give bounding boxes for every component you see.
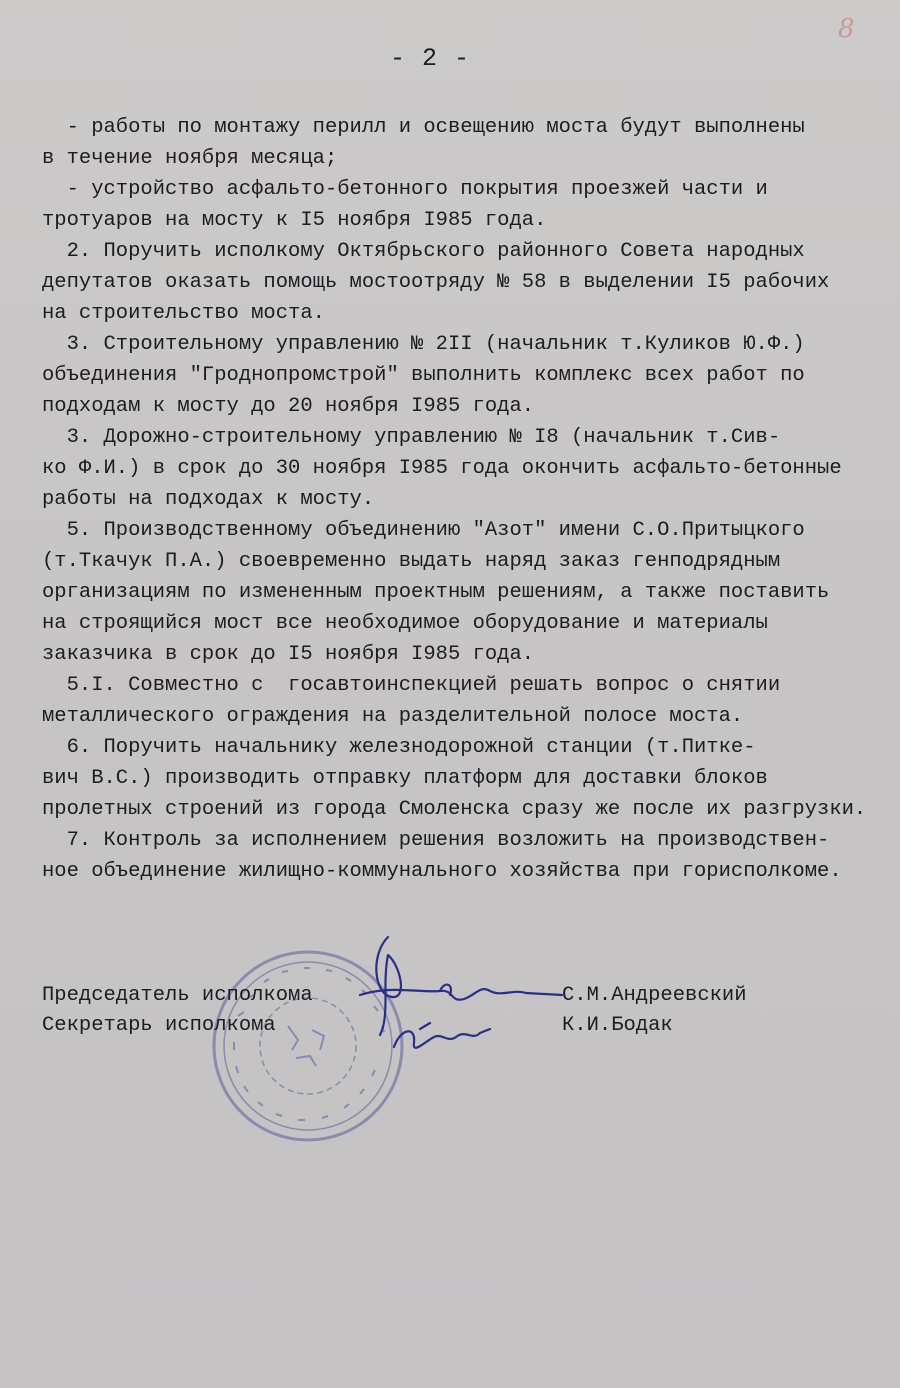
secretary-name: К.И.Бодак bbox=[562, 1014, 673, 1037]
text-line: 5.I. Совместно с госавтоинспекцией решать вопрос о снятии bbox=[42, 674, 781, 697]
text-line: работы на подходах к мосту. bbox=[42, 488, 375, 511]
text-line: металлического ограждения на разделительной полосе моста. bbox=[42, 705, 744, 728]
text-line: 5. Производственному объединению "Азот" имени С.О.Притыцкого bbox=[42, 519, 805, 542]
text-line: 3. Дорожно-строительному управлению № I8 (начальник т.Сив- bbox=[42, 426, 781, 449]
archive-sheet-number: 8 bbox=[838, 14, 855, 44]
text-line: на строительство моста. bbox=[42, 302, 325, 325]
text-line: тротуаров на мосту к I5 ноября I985 года. bbox=[42, 209, 547, 232]
text-line: 7. Контроль за исполнением решения возложить на производствен- bbox=[42, 829, 830, 852]
text-line: объединения "Гроднопромстрой" выполнить комплекс всех работ по bbox=[42, 364, 805, 387]
text-line: ное объединение жилищно-коммунального хозяйства при горисполкоме. bbox=[42, 860, 842, 883]
text-line: 6. Поручить начальнику железнодорожной станции (т.Питке- bbox=[42, 736, 756, 759]
handwritten-signatures bbox=[330, 925, 570, 1065]
text-line: - работы по монтажу перилл и освещению моста будут выполнены bbox=[42, 116, 805, 139]
text-line: - устройство асфальто-бетонного покрытия проезжей части и bbox=[42, 178, 768, 201]
text-line: заказчика в срок до I5 ноября I985 года. bbox=[42, 643, 535, 666]
text-line: организациям по измененным проектным решениям, а также поставить bbox=[42, 581, 830, 604]
text-line: ко Ф.И.) в срок до 30 ноября I985 года окончить асфальто-бетонные bbox=[42, 457, 842, 480]
chairman-title: Председатель исполкома bbox=[42, 984, 313, 1007]
text-line: вич В.С.) производить отправку платформ для доставки блоков bbox=[42, 767, 768, 790]
chairman-name: С.М.Андреевский bbox=[562, 984, 747, 1007]
text-line: 2. Поручить исполкому Октябрьского районного Совета народных bbox=[42, 240, 805, 263]
secretary-title: Секретарь исполкома bbox=[42, 1014, 276, 1037]
text-line: пролетных строений из города Смоленска сразу же после их разгрузки. bbox=[42, 798, 867, 821]
text-line: депутатов оказать помощь мостоотряду № 58 в выделении I5 рабочих bbox=[42, 271, 830, 294]
text-line: подходам к мосту до 20 ноября I985 года. bbox=[42, 395, 535, 418]
text-line: в течение ноября месяца; bbox=[42, 147, 338, 170]
text-line: на строящийся мост все необходимое оборудование и материалы bbox=[42, 612, 768, 635]
text-line: 3. Строительному управлению № 2II (начальник т.Куликов Ю.Ф.) bbox=[42, 333, 805, 356]
decision-body-text bbox=[42, 112, 892, 887]
page-number: - 2 - bbox=[389, 44, 470, 73]
text-line: (т.Ткачук П.А.) своевременно выдать наряд заказ генподрядным bbox=[42, 550, 781, 573]
